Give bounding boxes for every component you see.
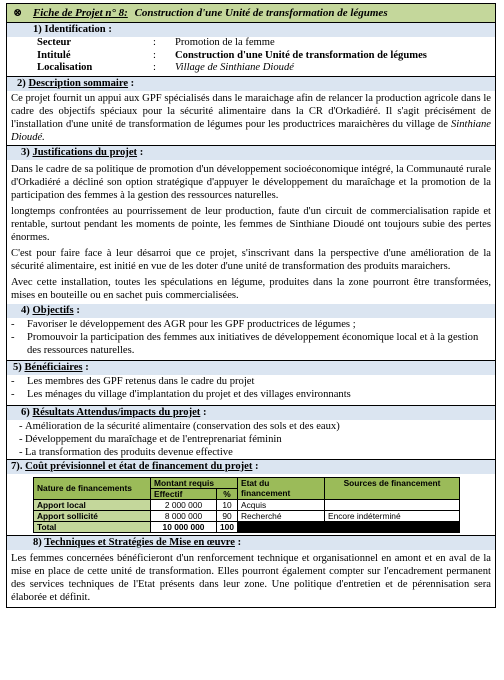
identification-grid: Secteur : Promotion de la femme Intitulé : Construction d'une Unité de transformation de légumes Localisation : Village de Sinthiane Dioudé: [7, 37, 495, 76]
resultats-list: [7, 420, 495, 459]
techniques-heading: 8) Techniques et Stratégies de Mise en œuvre :: [7, 536, 495, 550]
beneficiaires-list: [7, 375, 495, 401]
fiche-label: Fiche de Projet n° 8:: [32, 7, 128, 19]
resultats-section: [7, 405, 495, 459]
beneficiaires-heading: 5) Bénéficiaires :: [7, 361, 495, 375]
financing-table: Nature de financements Montant requis Etat du financement Sources de financement Effectif % Apport local 2 000 000 10 Acquis Apport sollicité 8 000 000 90 Recherché Encore indéterminé Total 10 000 000 100: [33, 477, 460, 533]
project-sheet: [6, 3, 496, 608]
list-item: - Favoriser le développement des AGR pour les GPF productrices de légumes ;: [11, 318, 356, 330]
list-item: - Les ménages du village d'implantation du projet et des villages environnants: [11, 388, 351, 400]
intitule-value: Construction d'une Unité de transformation de légumes: [175, 49, 427, 61]
sheet-body: [6, 23, 496, 608]
techniques-section: [7, 535, 495, 604]
list-item: - Amélioration de la sécurité alimentaire (conservation des sols et des eaux): [19, 420, 340, 432]
objectifs-heading: 4) Objectifs :: [7, 304, 495, 318]
localisation-value: Village de Sinthiane Dioudé: [175, 62, 294, 73]
cout-section: [7, 459, 495, 533]
techniques-text: Les femmes concernées bénéficieront d'un renforcement technique et organisationnel en amont et en aval de la mise en place de cette unité de transformation. Elles pourront également compter sur l'encadrement permanent des services techniques de l'Etat présents dans leur zone. Une politique d'entretien et de pérennisation sera élaborée et définit.: [11, 552, 491, 603]
table-row: Apport local 2 000 000 10 Acquis: [34, 499, 460, 510]
identification-section: [7, 23, 495, 76]
list-item: - Promouvoir la participation des femmes aux initiatives de développement économique local et à la gestion des ressources naturelles.: [11, 331, 479, 356]
justifications-section: [7, 145, 495, 302]
table-row: Apport sollicité 8 000 000 90 Recherché Encore indéterminé: [34, 510, 460, 521]
justification-paragraph: C'est pour faire face à leur désarroi que ce projet, s'inscrivant dans la perspective d'une amélioration de la sécurité alimentaire, est initié en vue de les doter d'une unité de transformation des produits maraichers.: [11, 247, 491, 272]
sheet-title: Construction d'une Unité de transformation de légumes: [134, 7, 388, 19]
circle-cross-icon: ⊗: [13, 7, 23, 19]
justification-paragraph: Avec cette installation, toutes les spéculations en légume, produites dans la zone pourront être transformées, mises en bouteille ou en sachet puis commercialisées.: [11, 276, 491, 301]
list-item: - La transformation des produits devenue effective: [19, 446, 233, 458]
secteur-label: Secteur: [37, 37, 72, 48]
identification-heading: 1) Identification :: [7, 23, 495, 37]
beneficiaires-section: [7, 360, 495, 405]
table-row: Total 10 000 000 100: [34, 521, 460, 532]
localisation-label: Localisation: [37, 62, 93, 73]
secteur-value: Promotion de la femme: [175, 37, 275, 48]
list-item: - Les membres des GPF retenus dans le cadre du projet: [11, 375, 255, 387]
sheet-banner: [6, 3, 496, 23]
justifications-heading: 3) Justifications du projet :: [7, 146, 495, 160]
table-header-row: Nature de financements Montant requis Etat du financement Sources de financement: [34, 477, 460, 488]
intitule-label: Intitulé: [37, 49, 71, 61]
justification-paragraph: longtemps confrontées au pourrissement de leur production, faute d'un circuit de commercialisation rapide et rentable, surtout pendant les moments de pointe, les femmes de Sinthiane Dioudé ont toujours subie des pertes énormes.: [11, 205, 491, 243]
description-text: Ce projet fournit un appui aux GPF spécialisés dans le maraichage afin de relancer la production agricole dans le cadre des objectifs spéciaux pour la sécurité alimentaire dans la CR d'Orkadiéré. Il s'agit précisément de l'installation d'une unité de transformation de légumes pour les productrices maraichères du village de Sinthiane Dioudé.: [11, 92, 491, 143]
list-item: - Développement du maraîchage et de l'entreprenariat féminin: [19, 433, 282, 445]
resultats-heading: 6) Résultats Attendus/impacts du projet :: [7, 406, 495, 420]
justification-paragraph: Dans le cadre de sa politique de promotion d'un développement socioéconomique intégré, la Communauté rurale d'Orkadiéré a décliné son option stratégique d'appuyer le développement du maraîchage et la promotion de la participation des femmes à la gestion des ressources naturelles.: [11, 163, 491, 201]
description-section: [7, 76, 495, 144]
description-heading: 2) Description sommaire :: [7, 77, 495, 91]
objectifs-section: [7, 304, 495, 357]
cout-heading: 7). Coût prévisionnel et état de financement du projet :: [7, 460, 495, 474]
objectifs-list: [7, 318, 495, 357]
